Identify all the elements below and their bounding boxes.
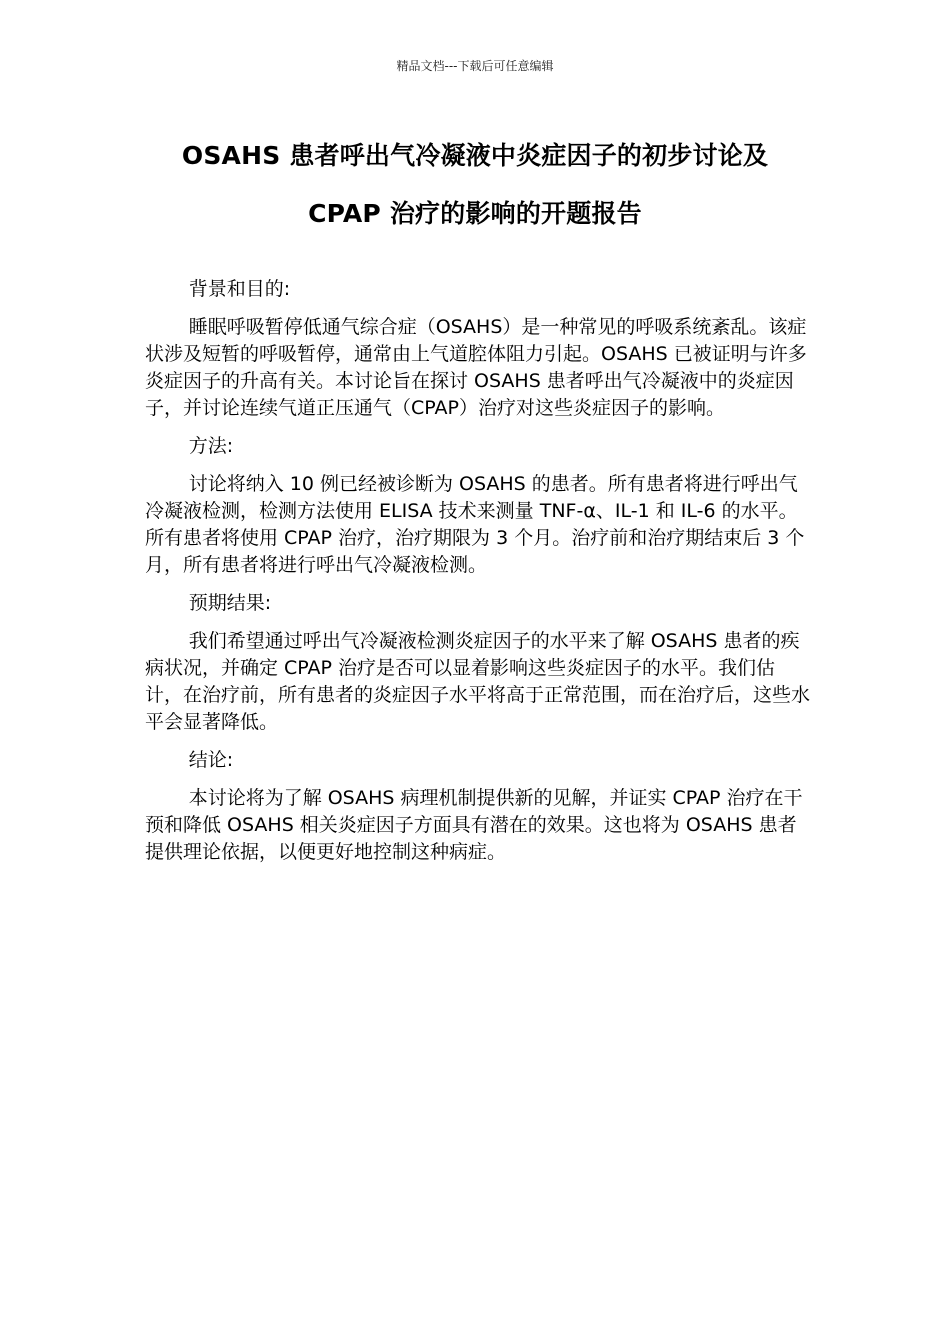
section-text-expected-results: 我们希望通过呼出气冷凝液检测炎症因子的水平来了解 OSAHS 患者的疾病状况，并确定 CPAP 治疗是否可以显着影响这些炎症因子的水平。我们估计，在治疗前，所有患者的炎症因子水平将高于正常范围，而在治疗后，这些水平会显著降低。	[145, 630, 811, 733]
section-text-conclusion: 本讨论将为了解 OSAHS 病理机制提供新的见解，并证实 CPAP 治疗在干预和降低 OSAHS 相关炎症因子方面具有潜在的效果。这也将为 OSAHS 患者提供理论依据，以便更好地控制这种病症。	[145, 787, 803, 863]
section-text-methods: 讨论将纳入 10 例已经被诊断为 OSAHS 的患者。所有患者将进行呼出气冷凝液检测，检测方法使用 ELISA 技术来测量 TNF-α、IL-1 和 IL-6 的水平。所有患者将使用 CPAP 治疗，治疗期限为 3 个月。治疗前和治疗期结束后 3 个月，所有患者将进行呼出气冷凝液检测。	[145, 473, 805, 576]
section-heading-conclusion: 结论:	[188, 749, 234, 771]
page-header-note: 精品文档---下载后可任意编辑	[396, 59, 554, 73]
section-heading-expected-results: 预期结果:	[188, 592, 272, 614]
section-heading-methods: 方法:	[188, 435, 234, 457]
section-text-background: 睡眠呼吸暂停低通气综合症（OSAHS）是一种常见的呼吸系统紊乱。该症状涉及短暂的呼吸暂停，通常由上气道腔体阻力引起。OSAHS 已被证明与许多炎症因子的升高有关。本讨论旨在探讨 OSAHS 患者呼出气冷凝液中的炎症因子，并讨论连续气道正压通气（CPAP）治疗对这些炎症因子的影响。	[145, 316, 807, 419]
document-title-line-2: CPAP 治疗的影响的开题报告	[308, 199, 642, 228]
document-title-line-1: OSAHS 患者呼出气冷凝液中炎症因子的初步讨论及	[181, 141, 769, 170]
section-heading-background: 背景和目的:	[188, 278, 291, 300]
document-body	[145, 276, 810, 877]
